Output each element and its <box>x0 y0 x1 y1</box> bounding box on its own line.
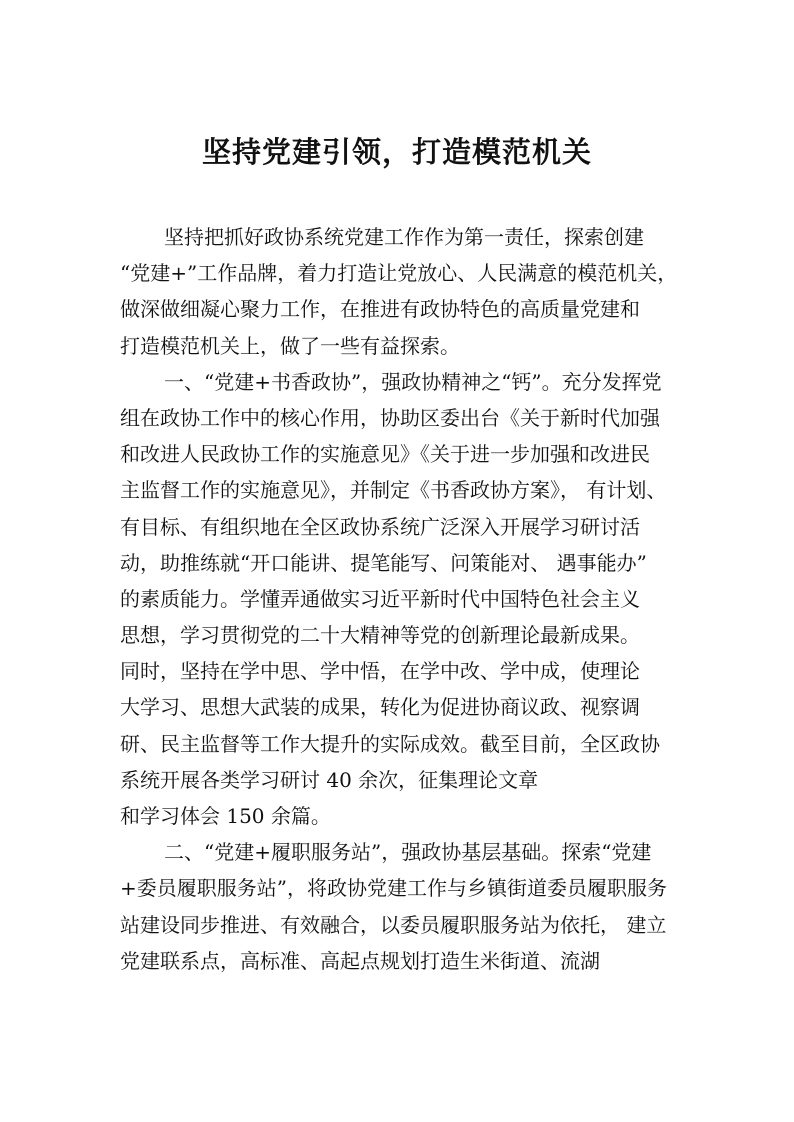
text-line: 和学习体会 150 余篇。 <box>120 804 331 828</box>
text-line: 做深做细凝心聚力工作，在推进有政协特色的高质量党建和 <box>120 297 640 322</box>
text-line: +委员履职服务站”，将政协党建工作与乡镇街道委员履职服务 <box>120 876 667 901</box>
text-line: 站建设同步推进、有效融合，以委员履职服务站为依托， 建立 <box>120 912 667 937</box>
text-line: 研、民主监督等工作大提升的实际成效。截至目前，全区政协 <box>120 731 660 756</box>
page-title: 坚持党建引领，打造模范机关 <box>201 135 592 169</box>
text-line: 的素质能力。学懂弄通做实习近平新时代中国特色社会主义 <box>120 586 640 611</box>
text-line: 打造模范机关上，做了一些有益探索。 <box>120 333 460 358</box>
text-line: 坚持把抓好政协系统党建工作作为第一责任，探索创建 <box>164 225 644 249</box>
text-line: 主监督工作的实施意见》，并制定《书香政协方案》， 有计划、 <box>120 478 667 503</box>
text-line: 一、“党建+书香政协”，强政协精神之“钙”。充分发挥党 <box>164 369 662 394</box>
text-line: 动，助推练就“开口能讲、提笔能写、问策能对、 遇事能办” <box>120 550 647 575</box>
text-line: 党建联系点，高标准、高起点规划打造生米街道、流湖 <box>120 948 600 973</box>
text-line: 和改进人民政协工作的实施意见》《关于进一步加强和改进民 <box>120 442 650 467</box>
text-line: 有目标、有组织地在全区政协系统广泛深入开展学习研讨活 <box>120 514 640 539</box>
text-line: 二、“党建+履职服务站”，强政协基层基础。探索“党建 <box>164 840 652 865</box>
text-line: 同时，坚持在学中思、学中悟，在学中改、学中成，使理论 <box>120 659 640 684</box>
text-line: 大学习、思想大武装的成果，转化为促进协商议政、视察调 <box>120 695 640 720</box>
text-line: 思想，学习贯彻党的二十大精神等党的创新理论最新成果。 <box>120 623 640 648</box>
body-text <box>120 219 690 979</box>
text-line: 系统开展各类学习研讨 40 余次，征集理论文章 <box>120 767 539 792</box>
text-line: “党建+”工作品牌，着力打造让党放心、人民满意的模范机关， <box>120 261 678 286</box>
text-line: 组在政协工作中的核心作用，协助区委出台《关于新时代加强 <box>120 405 660 430</box>
